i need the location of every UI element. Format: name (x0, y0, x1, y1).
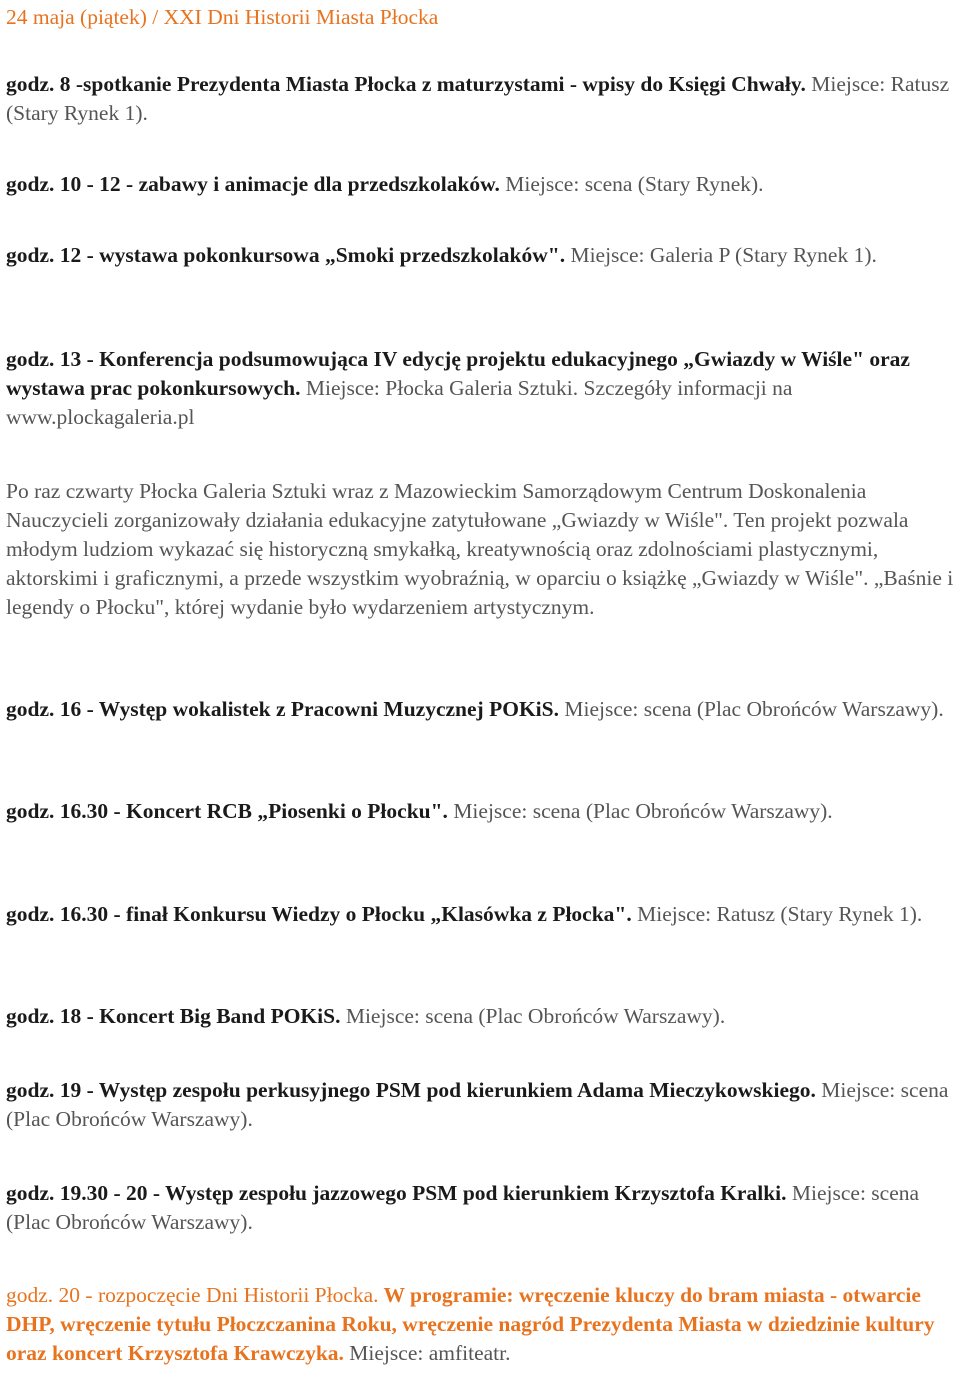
event-location: Miejsce: amfiteatr. (343, 1341, 511, 1365)
event-item (6, 1179, 956, 1237)
event-title: godz. 16.30 - Koncert RCB „Piosenki o Płocku". (6, 799, 448, 823)
event-item (6, 797, 956, 826)
event-title: godz. 16 - Występ wokalistek z Pracowni Muzycznej POKiS. (6, 697, 559, 721)
event-item (6, 1002, 956, 1031)
event-item (6, 345, 956, 432)
event-location: Miejsce: Galeria P (Stary Rynek 1). (565, 243, 877, 267)
event-program: W programie: wręczenie kluczy do bram miasta - otwarcie DHP, wręczenie tytułu Płoczczanina Roku, wręczenie nagród Prezydenta Miasta w dziedzinie kultury oraz koncert Krzysztofa Krawczyka. (6, 1283, 935, 1365)
event-item (6, 70, 956, 128)
page-title: 24 maja (piątek) / XXI Dni Historii Miasta Płocka (6, 5, 439, 29)
event-title: godz. 19 - Występ zespołu perkusyjnego PSM pod kierunkiem Adama Mieczykowskiego. (6, 1078, 816, 1102)
event-title: godz. 20 - rozpoczęcie Dni Historii Płocka. (6, 1283, 379, 1307)
event-title: godz. 16.30 - finał Konkursu Wiedzy o Płocku „Klasówka z Płocka". (6, 902, 632, 926)
event-location: Miejsce: Ratusz (Stary Rynek 1). (6, 72, 950, 125)
event-item (6, 241, 956, 270)
event-item (6, 695, 956, 724)
event-description: Po raz czwarty Płocka Galeria Sztuki wraz z Mazowieckim Samorządowym Centrum Doskonalenia Nauczycieli zorganizowały działania edukacyjne zatytułowane „Gwiazdy w Wiśle". Ten projekt pozwala młodym ludziom wykazać się historyczną smykałką, kreatywnością oraz zdolnościami plastycznymi, aktorskimi i graficznymi, a przede wszystkim wyobraźnią, w oparciu o książkę „Gwiazdy w Wiśle". „Baśnie i legendy o Płocku", której wydanie było wydarzeniem artystycznym. (6, 479, 954, 619)
event-location: Miejsce: scena (Plac Obrońców Warszawy). (340, 1004, 726, 1028)
event-title: godz. 12 - wystawa pokonkursowa „Smoki przedszkolaków". (6, 243, 566, 267)
event-location: Miejsce: scena (Plac Obrońców Warszawy). (6, 1181, 920, 1234)
event-location: Miejsce: scena (Plac Obrońców Warszawy). (447, 799, 833, 823)
event-title: godz. 18 - Koncert Big Band POKiS. (6, 1004, 341, 1028)
event-title: godz. 19.30 - 20 - Występ zespołu jazzowego PSM pod kierunkiem Krzysztofa Kralki. (6, 1181, 787, 1205)
event-title: godz. 8 -spotkanie Prezydenta Miasta Płocka z maturzystami - wpisy do Księgi Chwały. (6, 72, 806, 96)
event-location: Miejsce: scena (Stary Rynek). (499, 172, 764, 196)
event-location: Miejsce: Płocka Galeria Sztuki. Szczegóły informacji na www.plockagaleria.pl (6, 376, 793, 429)
event-location: Miejsce: scena (Plac Obrońców Warszawy). (6, 1078, 949, 1131)
event-item-highlight (6, 1281, 956, 1368)
event-item (6, 900, 956, 929)
event-title: godz. 13 - Konferencja podsumowująca IV edycję projektu edukacyjnego „Gwiazdy w Wiśle" oraz wystawa prac pokonkursowych. (6, 347, 910, 400)
event-title: godz. 10 - 12 - zabawy i animacje dla przedszkolaków. (6, 172, 500, 196)
event-item (6, 170, 956, 199)
event-item (6, 1076, 956, 1134)
event-location: Miejsce: Ratusz (Stary Rynek 1). (631, 902, 923, 926)
event-location: Miejsce: scena (Plac Obrońców Warszawy). (558, 697, 944, 721)
